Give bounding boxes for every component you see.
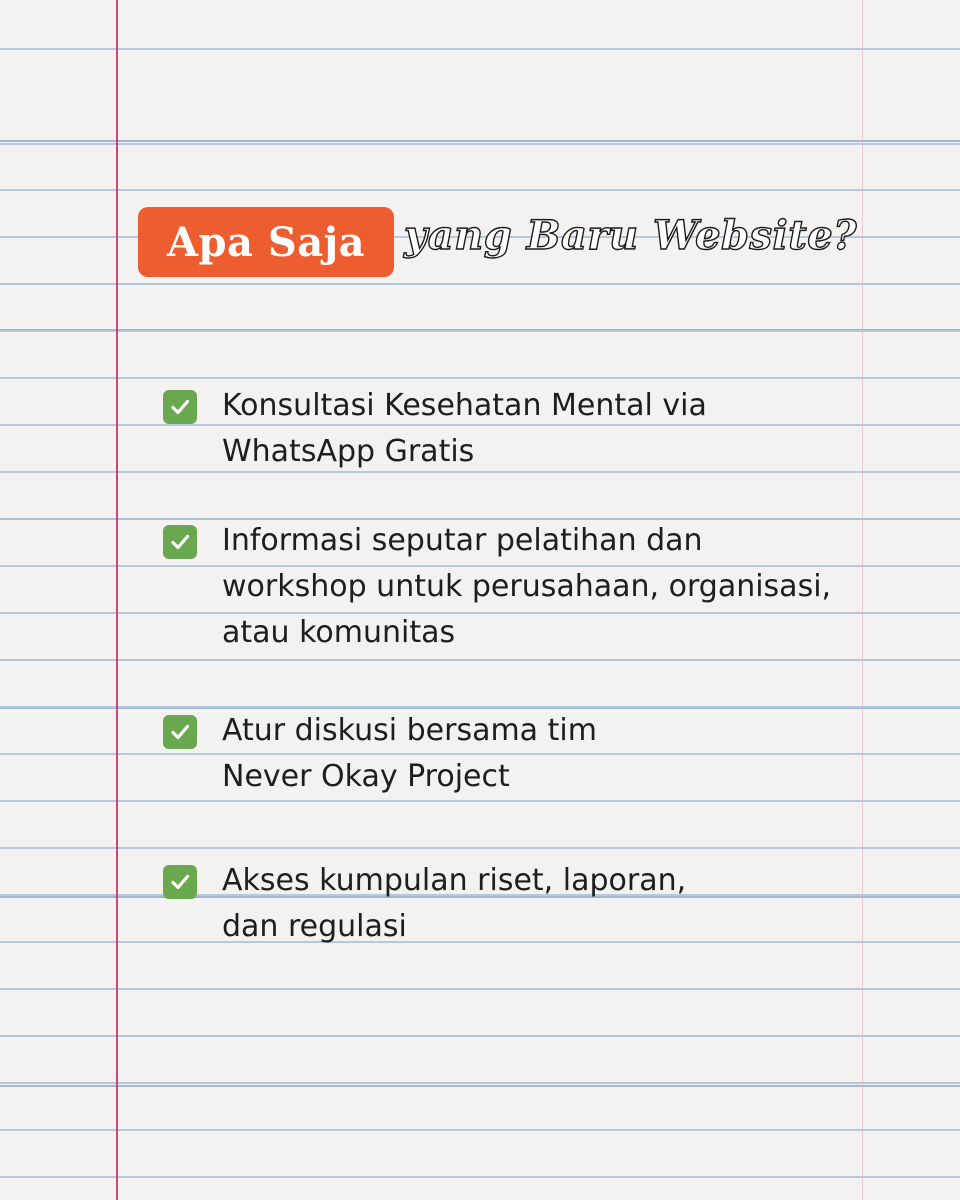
check-mark-icon <box>163 865 197 899</box>
list-item-text: Konsultasi Kesehatan Mental via WhatsApp Gratis <box>222 388 707 469</box>
check-mark-icon <box>163 390 197 424</box>
title-script-text: yang Baru Website? <box>404 212 858 259</box>
list-item <box>163 383 863 475</box>
ruled-line <box>0 1129 960 1131</box>
ruled-line <box>0 377 960 379</box>
ruled-line <box>0 189 960 191</box>
list-item-text: Akses kumpulan riset, laporan, dan regulasi <box>222 863 687 944</box>
list-item-text: Atur diskusi bersama tim Never Okay Project <box>222 713 597 794</box>
list-item <box>163 518 863 656</box>
ruled-line <box>0 988 960 990</box>
title-highlight-text: Apa Saja <box>166 218 366 266</box>
ruled-line <box>0 800 960 802</box>
margin-line <box>116 0 118 1200</box>
ruled-line <box>0 330 960 332</box>
ruled-line <box>0 847 960 849</box>
ruled-line <box>0 143 960 145</box>
check-mark-icon <box>163 525 197 559</box>
ruled-line <box>0 283 960 285</box>
ruled-line <box>0 1035 960 1037</box>
title-highlight-badge <box>138 207 394 277</box>
list-item <box>163 708 863 800</box>
ruled-line <box>0 659 960 661</box>
ruled-line <box>0 48 960 50</box>
list-item <box>163 858 863 950</box>
list-item-text: Informasi seputar pelatihan dan workshop untuk perusahaan, organisasi, atau komunitas <box>222 523 832 650</box>
ruled-line <box>0 1082 960 1084</box>
ruled-line <box>0 1176 960 1178</box>
check-mark-icon <box>163 715 197 749</box>
